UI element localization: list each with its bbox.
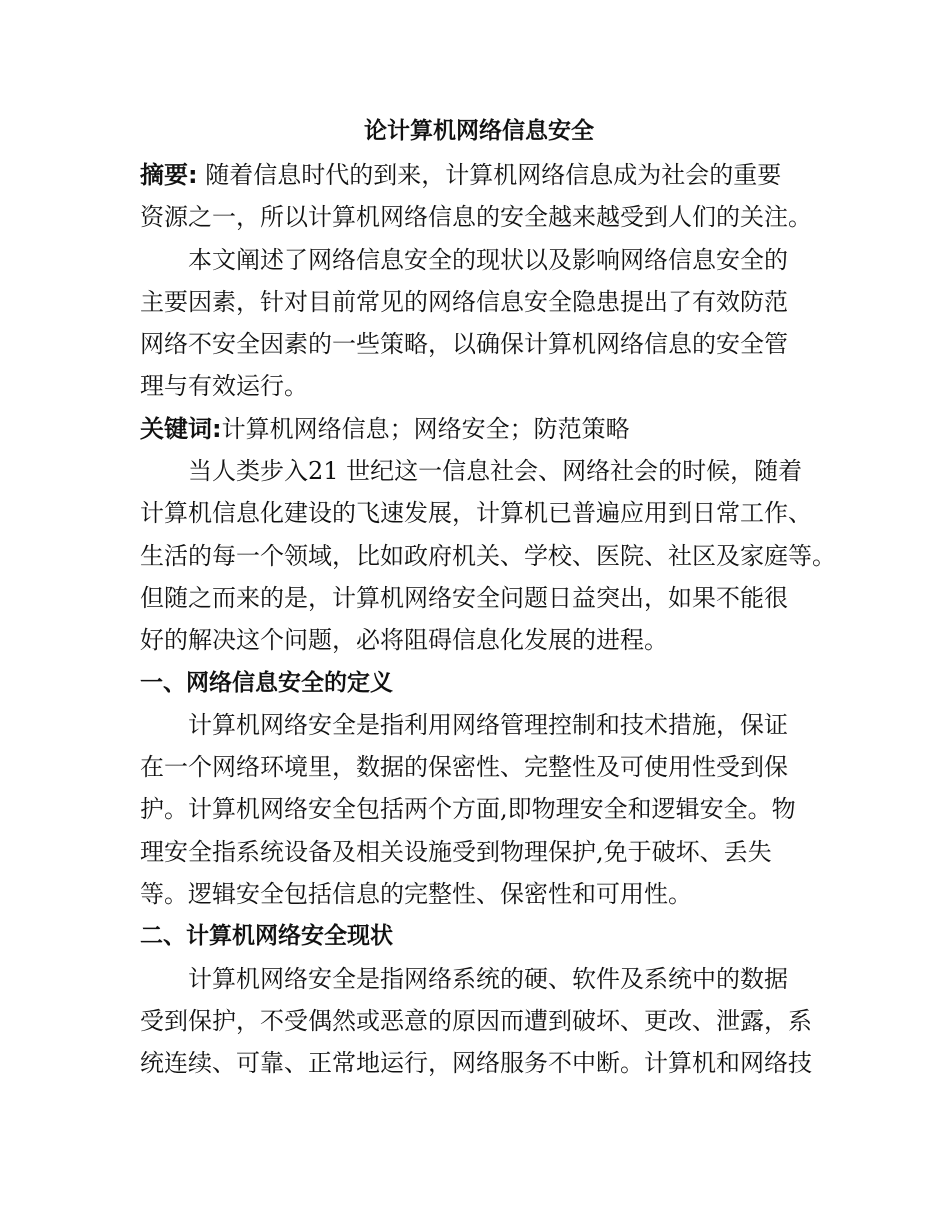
- section1-line-1: 计算机网络安全是指利用网络管理控制和技术措施，保证: [188, 710, 788, 739]
- section1-line-2: 在一个网络环境里，数据的保密性、完整性及可使用性受到保: [140, 753, 788, 782]
- abstract-text-1: 随着信息时代的到来，计算机网络信息成为社会的重要: [197, 161, 782, 189]
- keywords-line: [140, 408, 812, 450]
- section2-line-1: 计算机网络安全是指网络系统的硬、软件及系统中的数据: [188, 964, 788, 993]
- intro-line-3: 生活的每一个领域，比如政府机关、学校、医院、社区及家庭等。: [140, 541, 836, 570]
- intro-line-4: 但随之而来的是，计算机网络安全问题日益突出，如果不能很: [140, 583, 788, 612]
- intro-line-5: 好的解决这个问题，必将阻碍信息化发展的进程。: [140, 626, 668, 655]
- abstract-para2-line-4: 理与有效运行。: [140, 372, 308, 401]
- keywords-label: 关键词:: [140, 414, 222, 443]
- document-body: [140, 112, 836, 1085]
- abstract-para2-line-1: 本文阐述了网络信息安全的现状以及影响网络信息安全的: [188, 245, 788, 274]
- abstract-line-1: [140, 154, 812, 196]
- document-title: 论计算机网络信息安全: [364, 118, 594, 144]
- intro-line-2: 计算机信息化建设的飞速发展，计算机已普遍应用到日常工作、: [140, 499, 812, 528]
- section2-line-2: 受到保护，不受偶然或恶意的原因而遭到破坏、更改、泄露，系: [140, 1006, 812, 1035]
- abstract-para2-line-3: 网络不安全因素的一些策略，以确保计算机网络信息的安全管: [140, 330, 788, 359]
- section1-line-3: 护。计算机网络安全包括两个方面,即物理安全和逻辑安全。物: [140, 795, 796, 824]
- section2-heading: 二、计算机网络安全现状: [140, 923, 393, 950]
- abstract-para2-line-2: 主要因素，针对目前常见的网络信息安全隐患提出了有效防范: [140, 287, 788, 316]
- intro-line-1: 当人类步入21 世纪这一信息社会、网络社会的时候，随着: [188, 457, 803, 486]
- abstract-line-2: 资源之一，所以计算机网络信息的安全越来越受到人们的关注。: [140, 203, 812, 232]
- section1-line-5: 等。逻辑安全包括信息的完整性、保密性和可用性。: [140, 880, 692, 909]
- section1-line-4: 理安全指系统设备及相关设施受到物理保护,免于破坏、丢失: [140, 837, 772, 866]
- section2-line-3: 统连续、可靠、正常地运行，网络服务不中断。计算机和网络技: [140, 1049, 812, 1078]
- section1-heading: 一、网络信息安全的定义: [140, 669, 393, 696]
- keywords-text: 计算机网络信息；网络安全；防范策略: [221, 414, 630, 443]
- abstract-label: 摘要:: [140, 161, 198, 189]
